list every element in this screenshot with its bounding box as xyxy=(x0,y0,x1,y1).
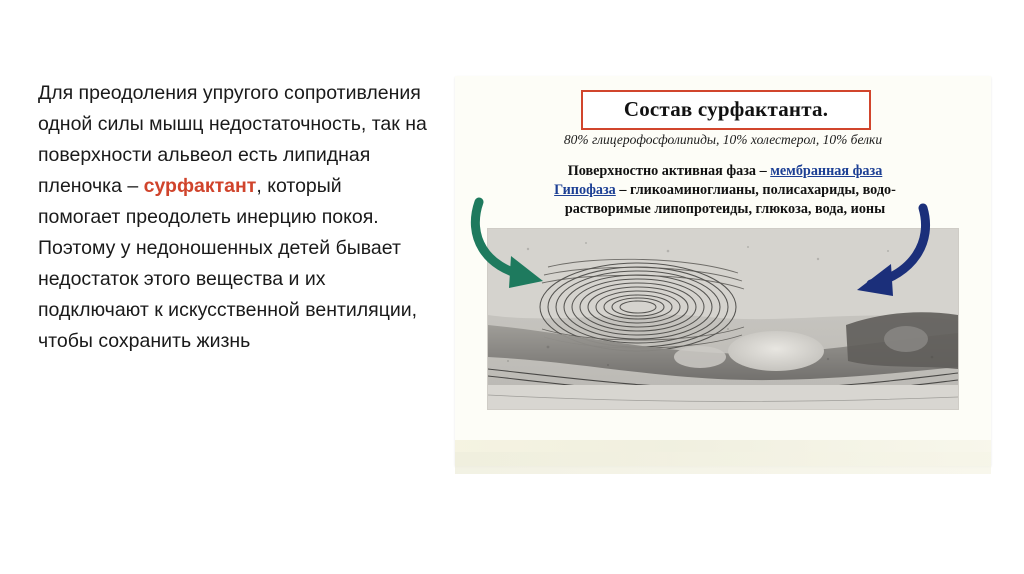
paragraph-two: Поэтому у недоношенных детей бывает недостаток этого вещества и их подключают к искусственной вентиляции, чтобы сохранить жизнь xyxy=(38,237,418,352)
paragraph-one-part-one: Для преодоления упругого сопротивления одной силы мышц недостаточность, так на поверхности альвеол есть липидная пленочка – xyxy=(38,82,427,197)
phase-line-1 xyxy=(515,162,935,181)
alveolar-micrograph-image xyxy=(487,228,959,410)
figure-bottom-strip xyxy=(455,452,991,474)
figure-subtitle: 80% глицерофосфолипиды, 10% холестерол, 10% белки xyxy=(563,132,883,147)
figure-phase-description xyxy=(515,162,935,219)
figure-title-box xyxy=(581,90,871,130)
figure-title: Состав сурфактанта. xyxy=(623,97,829,121)
hypophase-label: Гипофаза xyxy=(554,182,616,198)
phase-line-2-black: – гликоаминоглианы, полисахариды, водо- xyxy=(615,182,896,198)
phase-line-3: растворимые липопротеиды, глюкоза, вода, ионы xyxy=(564,201,886,217)
surfactant-highlight: сурфактант xyxy=(143,175,257,197)
phase-line-2 xyxy=(515,181,935,200)
paragraph-one-part-two: , который помогает преодолеть инерцию покоя. xyxy=(38,175,379,228)
membrane-phase-label: мембранная фаза xyxy=(770,163,883,179)
left-text-block xyxy=(38,78,428,357)
micrograph-graphic xyxy=(488,229,958,409)
paragraph-one xyxy=(38,78,428,233)
figure-panel xyxy=(455,76,991,466)
phase-line-1-black: Поверхностно активная фаза – xyxy=(567,163,771,179)
